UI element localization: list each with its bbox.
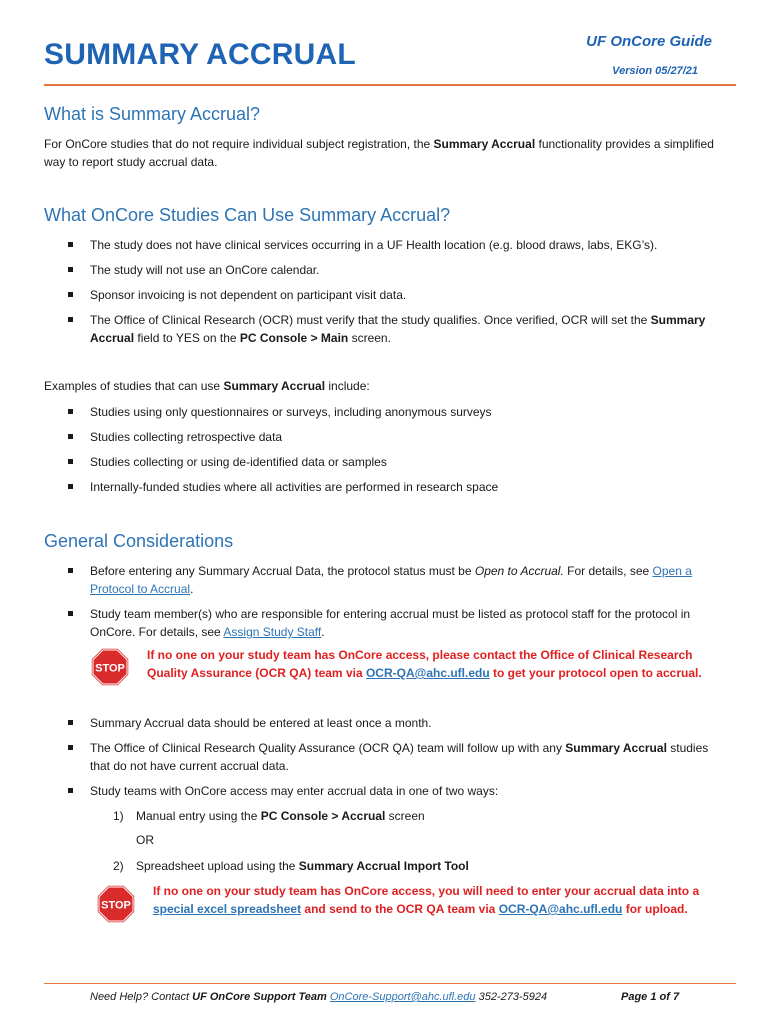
bullet-square-icon: [68, 434, 73, 439]
warning-no-access-spreadsheet: If no one on your study team has OnCore access, you will need to enter your accrual data into a special excel spreadsheet and send to the OCR QA team via OCR-QA@ahc.ufl.edu for upload.: [153, 884, 700, 916]
section-heading-what-is: What is Summary Accrual?: [44, 104, 261, 124]
list-item: The study will not use an OnCore calendar.: [0, 261, 720, 279]
list-item: 1) Manual entry using the PC Console > Accrual screen: [113, 809, 425, 823]
or-separator: OR: [136, 833, 154, 847]
guide-version: Version 05/27/21: [612, 65, 698, 77]
ocr-qa-email-link[interactable]: OCR-QA@ahc.ufl.edu: [498, 902, 623, 916]
eligibility-list: [0, 236, 770, 347]
guide-name: UF OnCore Guide: [586, 33, 712, 50]
header-divider: [44, 84, 736, 86]
section-what-is-paragraph: For OnCore studies that do not require individual subject registration, the Summary Accrual functionality provides a simplified way to report study accrual data.: [44, 137, 714, 169]
list-item: The Office of Clinical Research Quality Assurance (OCR QA) team will follow up with any Summary Accrual studies that do not have current accrual data.: [0, 739, 720, 775]
bullet-square-icon: [68, 317, 73, 322]
bullet-square-icon: [68, 409, 73, 414]
list-item: Summary Accrual data should be entered at least once a month.: [0, 714, 720, 732]
stop-sign-label: STOP: [101, 899, 131, 912]
oncore-support-email-link[interactable]: OnCore-Support@ahc.ufl.edu: [329, 991, 476, 1003]
list-item: Study teams with OnCore access may enter accrual data in one of two ways:: [0, 782, 720, 800]
warning-no-access-open-protocol: If no one on your study team has OnCore access, please contact the Office of Clinical Research Quality Assurance (OCR QA) team via OCR-QA@ahc.ufl.edu to get your protocol open to accrual.: [147, 648, 702, 680]
list-item: Sponsor invoicing is not dependent on participant visit data.: [0, 286, 720, 304]
stop-sign-label: STOP: [95, 662, 125, 675]
entry-method-1: [0, 807, 770, 825]
list-item: Before entering any Summary Accrual Data, the protocol status must be Open to Accrual. For details, see Open a Protocol to Accrual.: [0, 562, 720, 598]
list-item: The study does not have clinical services occurring in a UF Health location (e.g. blood draws, labs, EKG’s).: [0, 236, 720, 254]
entry-method-2: [0, 857, 770, 875]
open-protocol-link[interactable]: Open a Protocol to Accrual: [90, 564, 692, 596]
list-item: Studies collecting or using de-identified data or samples: [0, 453, 720, 471]
assign-study-staff-link[interactable]: Assign Study Staff: [223, 625, 322, 639]
ocr-qa-email-link[interactable]: OCR-QA@ahc.ufl.edu: [365, 666, 490, 680]
list-item: Internally-funded studies where all activities are performed in research space: [0, 478, 720, 496]
section-heading-general-considerations: General Considerations: [44, 531, 234, 551]
bullet-square-icon: [68, 568, 73, 573]
footer-divider: [44, 983, 736, 984]
stop-sign-icon: [90, 647, 130, 687]
special-excel-spreadsheet-link[interactable]: special excel spreadsheet: [153, 902, 302, 916]
bullet-square-icon: [68, 788, 73, 793]
list-item: Study team member(s) who are responsible for entering accrual must be listed as protocol staff for the protocol in OnCore. For details, see Assign Study Staff.: [0, 605, 720, 641]
bullet-square-icon: [68, 745, 73, 750]
page-number: Page 1 of 7: [621, 991, 680, 1003]
considerations-list-b: [0, 714, 770, 800]
bullet-square-icon: [68, 242, 73, 247]
bullet-square-icon: [68, 267, 73, 272]
footer-help: Need Help? Contact UF OnCore Support Team OnCore-Support@ahc.ufl.edu 352-273-5924: [90, 991, 548, 1003]
section-heading-eligible-studies: What OnCore Studies Can Use Summary Accrual?: [44, 205, 451, 225]
list-item: 2) Spreadsheet upload using the Summary Accrual Import Tool: [113, 859, 469, 873]
page-title: SUMMARY ACCRUAL: [44, 38, 356, 71]
bullet-square-icon: [68, 720, 73, 725]
bullet-square-icon: [68, 484, 73, 489]
bullet-square-icon: [68, 611, 73, 616]
considerations-list-a: [0, 562, 770, 641]
list-item: The Office of Clinical Research (OCR) must verify that the study qualifies. Once verified, OCR will set the Summary Accrual field to YES on the PC Console > Main screen.: [0, 311, 720, 347]
stop-sign-icon: [96, 884, 136, 924]
examples-intro: Examples of studies that can use Summary Accrual include:: [44, 379, 370, 393]
bullet-square-icon: [68, 292, 73, 297]
list-item: Studies using only questionnaires or surveys, including anonymous surveys: [0, 403, 720, 421]
list-item: Studies collecting retrospective data: [0, 428, 720, 446]
bullet-square-icon: [68, 459, 73, 464]
examples-list: [0, 403, 770, 496]
